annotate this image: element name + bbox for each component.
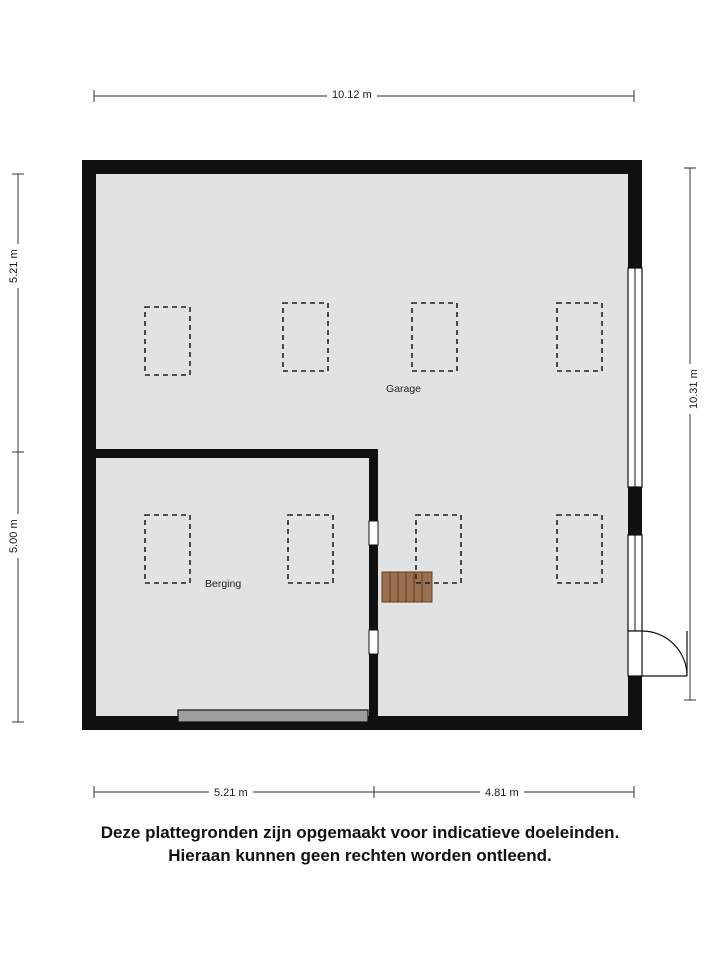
floor-area [82,160,642,730]
dimension-bottom-right: 4.81 m [480,787,524,799]
dimension-bottom-left: 5.21 m [209,787,253,799]
dimension-top: 10.12 m [327,89,377,101]
window-openings [628,268,642,631]
dimension-right: 10.31 m [688,364,700,414]
dimension-left-upper: 5.21 m [8,244,20,288]
disclaimer [0,822,720,868]
disclaimer-line-2: Hieraan kunnen geen rechten worden ontleend. [168,845,552,865]
staircase [382,572,432,602]
room-label-garage: Garage [386,383,422,395]
dimension-left-lower: 5.00 m [8,514,20,558]
room-label-berging: Berging [205,578,242,590]
disclaimer-line-1: Deze plattegronden zijn opgemaakt voor indicatieve doeleinden. [100,823,620,842]
swing-door [628,631,687,676]
garage-door-opening [178,710,368,722]
